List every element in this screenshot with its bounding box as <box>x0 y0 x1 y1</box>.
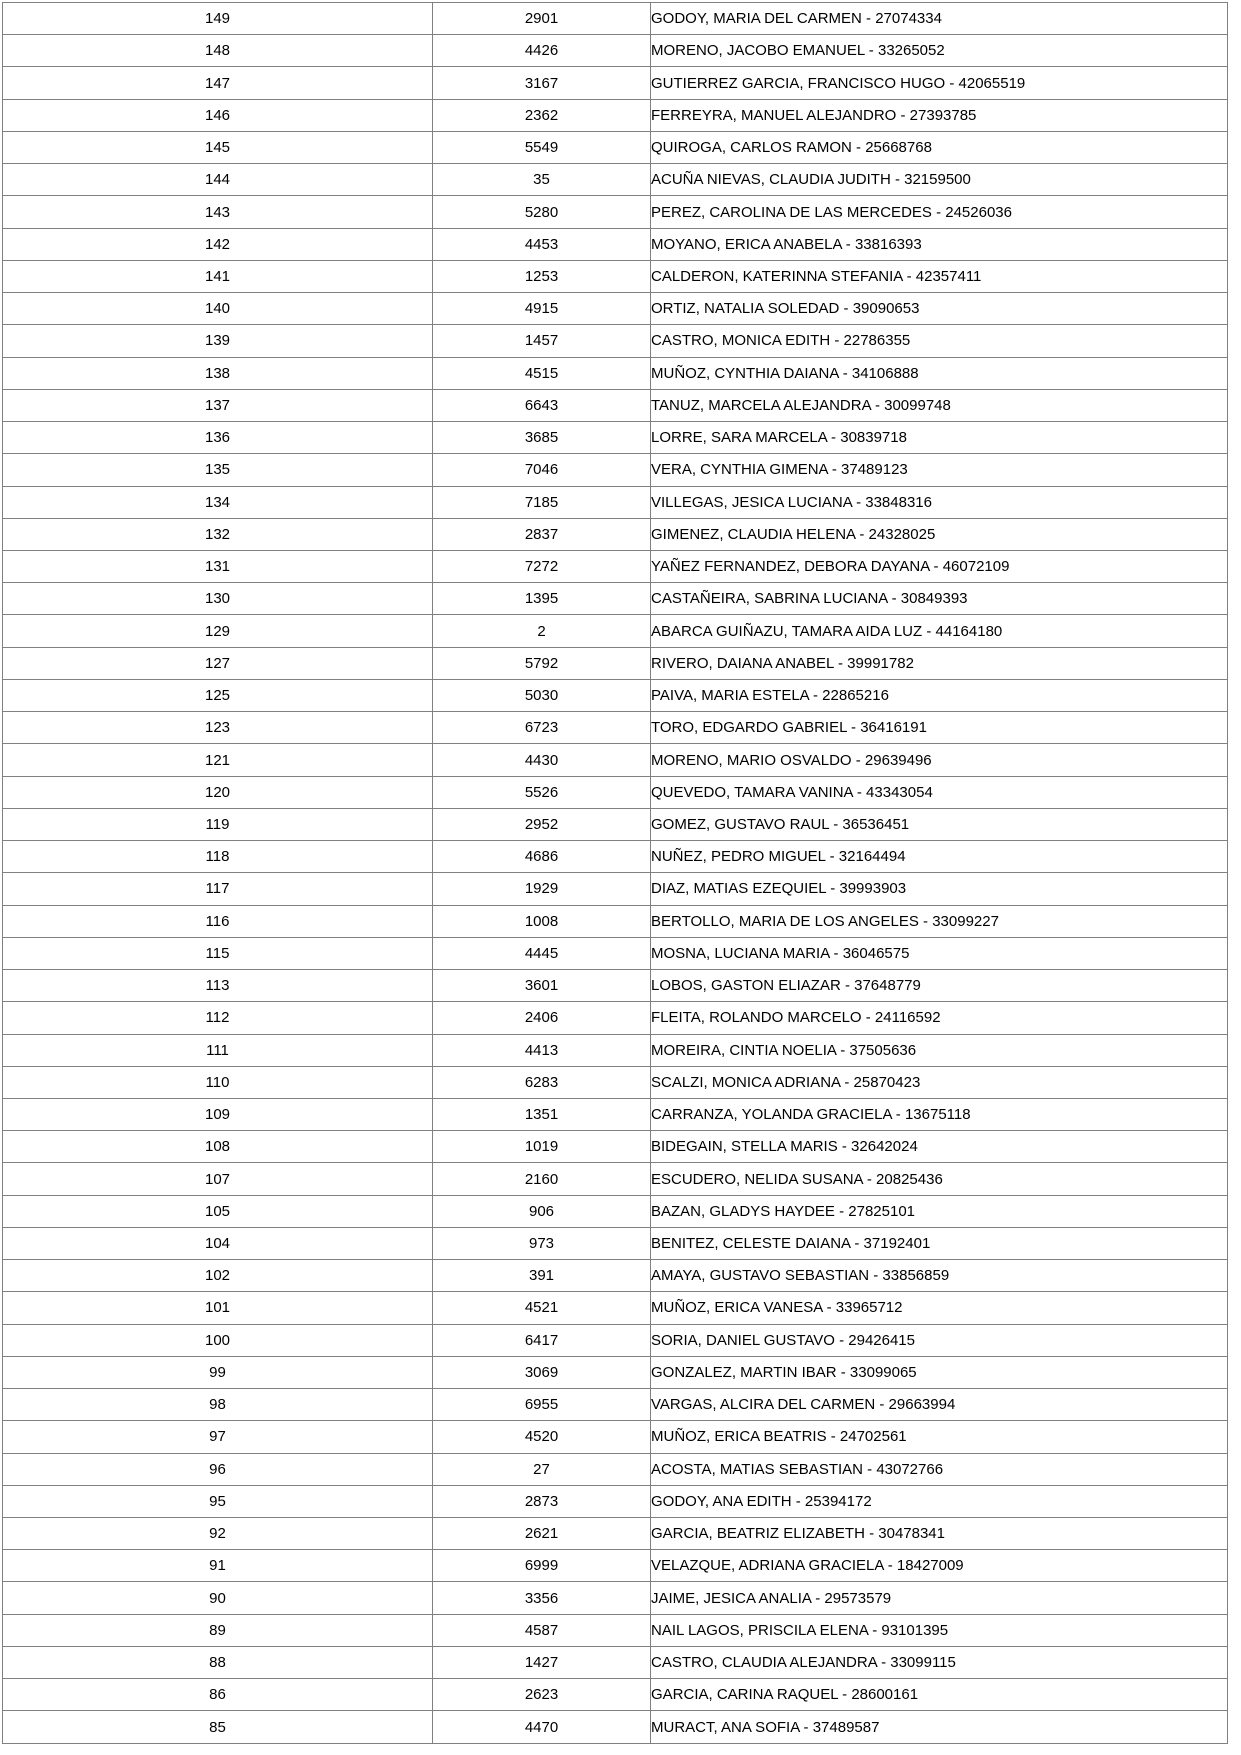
name-dni-cell: GARCIA, BEATRIZ ELIZABETH - 30478341 <box>651 1518 1228 1550</box>
table-row <box>3 1098 1228 1130</box>
position-cell: 148 <box>3 35 433 67</box>
table-row <box>3 1066 1228 1098</box>
table-row <box>3 873 1228 905</box>
name-dni-cell: CASTAÑEIRA, SABRINA LUCIANA - 30849393 <box>651 583 1228 615</box>
name-dni-cell: PEREZ, CAROLINA DE LAS MERCEDES - 24526036 <box>651 196 1228 228</box>
position-cell: 146 <box>3 99 433 131</box>
name-dni-cell: BIDEGAIN, STELLA MARIS - 32642024 <box>651 1131 1228 1163</box>
table-row <box>3 712 1228 744</box>
position-cell: 120 <box>3 776 433 808</box>
number-cell: 6999 <box>433 1550 651 1582</box>
number-cell: 1008 <box>433 905 651 937</box>
name-dni-cell: ACUÑA NIEVAS, CLAUDIA JUDITH - 32159500 <box>651 164 1228 196</box>
name-dni-cell: AMAYA, GUSTAVO SEBASTIAN - 33856859 <box>651 1260 1228 1292</box>
name-dni-cell: NUÑEZ, PEDRO MIGUEL - 32164494 <box>651 841 1228 873</box>
position-cell: 97 <box>3 1421 433 1453</box>
table-row <box>3 1292 1228 1324</box>
table-row <box>3 647 1228 679</box>
number-cell: 6723 <box>433 712 651 744</box>
position-cell: 90 <box>3 1582 433 1614</box>
number-cell: 5549 <box>433 131 651 163</box>
table-row <box>3 1195 1228 1227</box>
name-dni-cell: CASTRO, MONICA EDITH - 22786355 <box>651 325 1228 357</box>
position-cell: 145 <box>3 131 433 163</box>
roster-table <box>2 2 1228 1744</box>
table-row <box>3 970 1228 1002</box>
table-row <box>3 325 1228 357</box>
name-dni-cell: CARRANZA, YOLANDA GRACIELA - 13675118 <box>651 1098 1228 1130</box>
position-cell: 144 <box>3 164 433 196</box>
number-cell: 6283 <box>433 1066 651 1098</box>
position-cell: 85 <box>3 1711 433 1744</box>
name-dni-cell: MUÑOZ, CYNTHIA DAIANA - 34106888 <box>651 357 1228 389</box>
position-cell: 132 <box>3 518 433 550</box>
position-cell: 100 <box>3 1324 433 1356</box>
number-cell: 2406 <box>433 1002 651 1034</box>
position-cell: 112 <box>3 1002 433 1034</box>
table-row <box>3 228 1228 260</box>
position-cell: 116 <box>3 905 433 937</box>
position-cell: 136 <box>3 422 433 454</box>
table-row <box>3 389 1228 421</box>
table-row <box>3 1679 1228 1711</box>
number-cell: 4445 <box>433 937 651 969</box>
position-cell: 139 <box>3 325 433 357</box>
number-cell: 906 <box>433 1195 651 1227</box>
number-cell: 1019 <box>433 1131 651 1163</box>
table-row <box>3 1389 1228 1421</box>
roster-table-body <box>3 3 1228 1744</box>
table-row <box>3 1518 1228 1550</box>
position-cell: 149 <box>3 3 433 35</box>
number-cell: 4413 <box>433 1034 651 1066</box>
number-cell: 2952 <box>433 808 651 840</box>
table-row <box>3 1646 1228 1678</box>
number-cell: 27 <box>433 1453 651 1485</box>
name-dni-cell: LOBOS, GASTON ELIAZAR - 37648779 <box>651 970 1228 1002</box>
position-cell: 91 <box>3 1550 433 1582</box>
name-dni-cell: QUIROGA, CARLOS RAMON - 25668768 <box>651 131 1228 163</box>
number-cell: 2873 <box>433 1485 651 1517</box>
position-cell: 107 <box>3 1163 433 1195</box>
number-cell: 4430 <box>433 744 651 776</box>
table-row <box>3 583 1228 615</box>
table-row <box>3 293 1228 325</box>
name-dni-cell: MURACT, ANA SOFIA - 37489587 <box>651 1711 1228 1744</box>
table-row <box>3 679 1228 711</box>
name-dni-cell: MORENO, JACOBO EMANUEL - 33265052 <box>651 35 1228 67</box>
name-dni-cell: GARCIA, CARINA RAQUEL - 28600161 <box>651 1679 1228 1711</box>
number-cell: 2837 <box>433 518 651 550</box>
position-cell: 129 <box>3 615 433 647</box>
position-cell: 95 <box>3 1485 433 1517</box>
table-row <box>3 99 1228 131</box>
table-row <box>3 1582 1228 1614</box>
number-cell: 2362 <box>433 99 651 131</box>
position-cell: 130 <box>3 583 433 615</box>
table-row <box>3 615 1228 647</box>
name-dni-cell: ACOSTA, MATIAS SEBASTIAN - 43072766 <box>651 1453 1228 1485</box>
position-cell: 137 <box>3 389 433 421</box>
table-row <box>3 67 1228 99</box>
number-cell: 391 <box>433 1260 651 1292</box>
number-cell: 5526 <box>433 776 651 808</box>
position-cell: 119 <box>3 808 433 840</box>
number-cell: 2160 <box>433 1163 651 1195</box>
position-cell: 138 <box>3 357 433 389</box>
table-row <box>3 486 1228 518</box>
name-dni-cell: FLEITA, ROLANDO MARCELO - 24116592 <box>651 1002 1228 1034</box>
table-row <box>3 905 1228 937</box>
position-cell: 99 <box>3 1356 433 1388</box>
number-cell: 35 <box>433 164 651 196</box>
number-cell: 973 <box>433 1227 651 1259</box>
number-cell: 1351 <box>433 1098 651 1130</box>
table-row <box>3 518 1228 550</box>
number-cell: 4520 <box>433 1421 651 1453</box>
position-cell: 134 <box>3 486 433 518</box>
number-cell: 7185 <box>433 486 651 518</box>
number-cell: 5280 <box>433 196 651 228</box>
position-cell: 121 <box>3 744 433 776</box>
name-dni-cell: DIAZ, MATIAS EZEQUIEL - 39993903 <box>651 873 1228 905</box>
number-cell: 3685 <box>433 422 651 454</box>
number-cell: 4515 <box>433 357 651 389</box>
position-cell: 109 <box>3 1098 433 1130</box>
name-dni-cell: GONZALEZ, MARTIN IBAR - 33099065 <box>651 1356 1228 1388</box>
table-row <box>3 1163 1228 1195</box>
name-dni-cell: MUÑOZ, ERICA VANESA - 33965712 <box>651 1292 1228 1324</box>
table-row <box>3 1324 1228 1356</box>
number-cell: 1395 <box>433 583 651 615</box>
position-cell: 111 <box>3 1034 433 1066</box>
number-cell: 3356 <box>433 1582 651 1614</box>
table-row <box>3 1002 1228 1034</box>
number-cell: 1427 <box>433 1646 651 1678</box>
name-dni-cell: QUEVEDO, TAMARA VANINA - 43343054 <box>651 776 1228 808</box>
number-cell: 3601 <box>433 970 651 1002</box>
number-cell: 2623 <box>433 1679 651 1711</box>
name-dni-cell: TORO, EDGARDO GABRIEL - 36416191 <box>651 712 1228 744</box>
name-dni-cell: GODOY, ANA EDITH - 25394172 <box>651 1485 1228 1517</box>
table-row <box>3 1260 1228 1292</box>
name-dni-cell: GIMENEZ, CLAUDIA HELENA - 24328025 <box>651 518 1228 550</box>
name-dni-cell: SORIA, DANIEL GUSTAVO - 29426415 <box>651 1324 1228 1356</box>
name-dni-cell: BAZAN, GLADYS HAYDEE - 27825101 <box>651 1195 1228 1227</box>
name-dni-cell: GODOY, MARIA DEL CARMEN - 27074334 <box>651 3 1228 35</box>
position-cell: 117 <box>3 873 433 905</box>
position-cell: 96 <box>3 1453 433 1485</box>
position-cell: 118 <box>3 841 433 873</box>
table-row <box>3 3 1228 35</box>
number-cell: 3069 <box>433 1356 651 1388</box>
table-row <box>3 1550 1228 1582</box>
name-dni-cell: ESCUDERO, NELIDA SUSANA - 20825436 <box>651 1163 1228 1195</box>
number-cell: 5030 <box>433 679 651 711</box>
name-dni-cell: MOSNA, LUCIANA MARIA - 36046575 <box>651 937 1228 969</box>
number-cell: 4470 <box>433 1711 651 1744</box>
number-cell: 4426 <box>433 35 651 67</box>
name-dni-cell: ORTIZ, NATALIA SOLEDAD - 39090653 <box>651 293 1228 325</box>
number-cell: 1929 <box>433 873 651 905</box>
position-cell: 86 <box>3 1679 433 1711</box>
table-row <box>3 937 1228 969</box>
position-cell: 110 <box>3 1066 433 1098</box>
table-row <box>3 1711 1228 1744</box>
number-cell: 2901 <box>433 3 651 35</box>
position-cell: 98 <box>3 1389 433 1421</box>
table-row <box>3 1227 1228 1259</box>
name-dni-cell: MORENO, MARIO OSVALDO - 29639496 <box>651 744 1228 776</box>
table-row <box>3 550 1228 582</box>
position-cell: 142 <box>3 228 433 260</box>
number-cell: 2621 <box>433 1518 651 1550</box>
name-dni-cell: YAÑEZ FERNANDEZ, DEBORA DAYANA - 46072109 <box>651 550 1228 582</box>
position-cell: 127 <box>3 647 433 679</box>
table-row <box>3 164 1228 196</box>
position-cell: 135 <box>3 454 433 486</box>
name-dni-cell: LORRE, SARA MARCELA - 30839718 <box>651 422 1228 454</box>
position-cell: 143 <box>3 196 433 228</box>
number-cell: 7046 <box>433 454 651 486</box>
number-cell: 4915 <box>433 293 651 325</box>
position-cell: 101 <box>3 1292 433 1324</box>
name-dni-cell: CASTRO, CLAUDIA ALEJANDRA - 33099115 <box>651 1646 1228 1678</box>
name-dni-cell: BERTOLLO, MARIA DE LOS ANGELES - 33099227 <box>651 905 1228 937</box>
table-row <box>3 1614 1228 1646</box>
table-row <box>3 744 1228 776</box>
name-dni-cell: VARGAS, ALCIRA DEL CARMEN - 29663994 <box>651 1389 1228 1421</box>
name-dni-cell: CALDERON, KATERINNA STEFANIA - 42357411 <box>651 260 1228 292</box>
number-cell: 6643 <box>433 389 651 421</box>
table-row <box>3 841 1228 873</box>
table-row <box>3 196 1228 228</box>
name-dni-cell: VERA, CYNTHIA GIMENA - 37489123 <box>651 454 1228 486</box>
position-cell: 125 <box>3 679 433 711</box>
position-cell: 105 <box>3 1195 433 1227</box>
table-row <box>3 1034 1228 1066</box>
number-cell: 4521 <box>433 1292 651 1324</box>
position-cell: 131 <box>3 550 433 582</box>
position-cell: 92 <box>3 1518 433 1550</box>
name-dni-cell: JAIME, JESICA ANALIA - 29573579 <box>651 1582 1228 1614</box>
name-dni-cell: MUÑOZ, ERICA BEATRIS - 24702561 <box>651 1421 1228 1453</box>
position-cell: 104 <box>3 1227 433 1259</box>
position-cell: 140 <box>3 293 433 325</box>
table-row <box>3 260 1228 292</box>
name-dni-cell: MOREIRA, CINTIA NOELIA - 37505636 <box>651 1034 1228 1066</box>
name-dni-cell: TANUZ, MARCELA ALEJANDRA - 30099748 <box>651 389 1228 421</box>
name-dni-cell: SCALZI, MONICA ADRIANA - 25870423 <box>651 1066 1228 1098</box>
position-cell: 113 <box>3 970 433 1002</box>
position-cell: 102 <box>3 1260 433 1292</box>
name-dni-cell: GOMEZ, GUSTAVO RAUL - 36536451 <box>651 808 1228 840</box>
table-row <box>3 1356 1228 1388</box>
number-cell: 4587 <box>433 1614 651 1646</box>
table-row <box>3 35 1228 67</box>
table-row <box>3 1421 1228 1453</box>
number-cell: 3167 <box>433 67 651 99</box>
number-cell: 1457 <box>433 325 651 357</box>
position-cell: 147 <box>3 67 433 99</box>
position-cell: 123 <box>3 712 433 744</box>
table-row <box>3 1485 1228 1517</box>
name-dni-cell: FERREYRA, MANUEL ALEJANDRO - 27393785 <box>651 99 1228 131</box>
name-dni-cell: BENITEZ, CELESTE DAIANA - 37192401 <box>651 1227 1228 1259</box>
name-dni-cell: PAIVA, MARIA ESTELA - 22865216 <box>651 679 1228 711</box>
name-dni-cell: NAIL LAGOS, PRISCILA ELENA - 93101395 <box>651 1614 1228 1646</box>
position-cell: 115 <box>3 937 433 969</box>
name-dni-cell: MOYANO, ERICA ANABELA - 33816393 <box>651 228 1228 260</box>
name-dni-cell: RIVERO, DAIANA ANABEL - 39991782 <box>651 647 1228 679</box>
position-cell: 89 <box>3 1614 433 1646</box>
position-cell: 88 <box>3 1646 433 1678</box>
number-cell: 4686 <box>433 841 651 873</box>
number-cell: 4453 <box>433 228 651 260</box>
table-row <box>3 454 1228 486</box>
name-dni-cell: GUTIERREZ GARCIA, FRANCISCO HUGO - 42065519 <box>651 67 1228 99</box>
name-dni-cell: ABARCA GUIÑAZU, TAMARA AIDA LUZ - 44164180 <box>651 615 1228 647</box>
table-row <box>3 131 1228 163</box>
number-cell: 7272 <box>433 550 651 582</box>
number-cell: 1253 <box>433 260 651 292</box>
table-row <box>3 1453 1228 1485</box>
number-cell: 5792 <box>433 647 651 679</box>
position-cell: 141 <box>3 260 433 292</box>
number-cell: 6955 <box>433 1389 651 1421</box>
table-row <box>3 422 1228 454</box>
name-dni-cell: VELAZQUE, ADRIANA GRACIELA - 18427009 <box>651 1550 1228 1582</box>
table-row <box>3 776 1228 808</box>
table-row <box>3 357 1228 389</box>
table-row <box>3 808 1228 840</box>
number-cell: 2 <box>433 615 651 647</box>
position-cell: 108 <box>3 1131 433 1163</box>
number-cell: 6417 <box>433 1324 651 1356</box>
name-dni-cell: VILLEGAS, JESICA LUCIANA - 33848316 <box>651 486 1228 518</box>
table-row <box>3 1131 1228 1163</box>
